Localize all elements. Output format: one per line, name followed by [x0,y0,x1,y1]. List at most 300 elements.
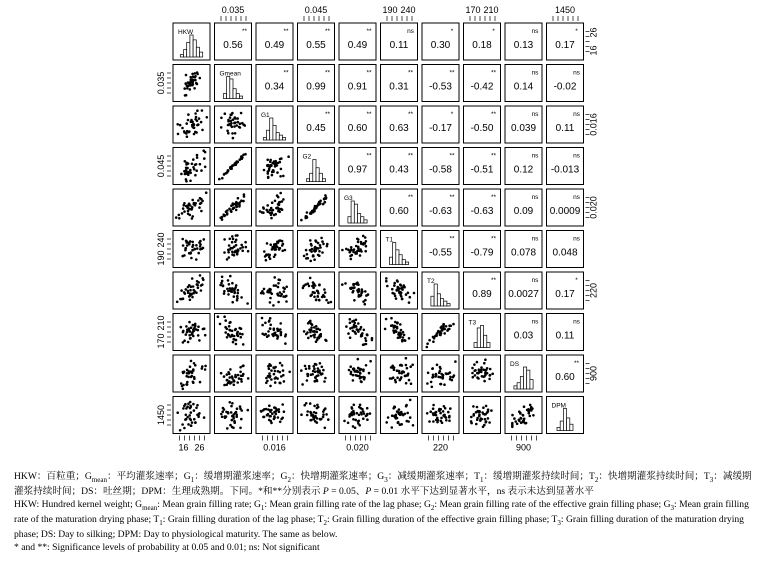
scatter-point [191,121,194,124]
scatter-point [192,329,195,332]
scatter-point [432,412,435,415]
histogram-bar [283,138,286,140]
scatter-point [385,280,388,283]
scatter-point [239,122,242,125]
scatter-point [219,323,222,326]
correlation-value-G2-DS: 0.12 [513,164,534,176]
scatter-point [300,219,303,222]
scatter-point [272,304,275,307]
scatter-point [287,155,290,158]
caption-subscript: 1 [190,475,195,484]
scatter-point [350,246,353,249]
scatter-point [203,157,206,160]
scatter-point [387,416,390,419]
scatter-point [236,381,239,384]
caption-zh-seg: ：快增期灌浆速率；G [290,471,385,482]
scatter-point [445,419,448,422]
scatter-point [237,197,240,200]
tick-label-right: 900 [588,365,599,382]
scatter-point [470,420,473,423]
scatter-point [265,408,268,411]
significance-mark-DS-DPM: ** [573,360,580,367]
scatter-point [269,327,272,330]
scatter-point [470,416,473,419]
scatter-point [364,299,367,302]
scatter-point [398,413,401,416]
scatter-point [186,331,189,334]
scatter-point [277,282,280,285]
scatter-point [407,292,410,295]
scatter-point [271,209,274,212]
scatter-point [362,417,365,420]
scatter-point [354,332,357,335]
scatter-point [261,324,264,327]
scatter-point [225,210,228,213]
scatter-point [246,302,249,305]
scatter-point [217,315,220,318]
scatter-point [263,288,266,291]
scatter-point [278,211,281,214]
scatter-point [267,334,270,337]
scatter-point [355,319,358,322]
scatter-point [529,404,532,407]
scatter-point [191,421,194,424]
scatter-point [204,334,207,337]
scatter-point [197,199,200,202]
scatter-point [201,367,204,370]
scatter-point [263,334,266,337]
scatter-point [321,240,324,243]
scatter-point [203,416,206,419]
scatter-point [266,159,269,162]
scatter-point [188,171,191,174]
scatter-point [454,360,457,363]
scatter-point [229,321,232,324]
scatter-point [349,365,352,368]
significance-mark-T2-DS: ns [531,277,539,284]
tick-label-bottom: 220 [432,442,449,453]
scatter-point [268,404,271,407]
scatter-point [236,407,239,410]
scatter-point [352,411,355,414]
caption-en-seg: : Grain filling duration of the effective grain filling phase; T [327,514,558,526]
caption-subscript: 3 [709,475,714,484]
scatter-point [309,329,312,332]
scatter-point [359,377,362,380]
scatter-point [273,416,276,419]
scatter-point [317,203,320,206]
tick-label-bottom: 26 [194,442,205,453]
significance-mark-G3-T1: ** [407,194,414,201]
scatter-point [201,109,204,112]
scatter-point [271,412,274,415]
scatter-point [226,379,229,382]
scatter-point [313,292,316,295]
scatter-point [189,299,192,302]
scatter-point [359,254,362,257]
scatter-point [399,294,402,297]
scatter-point [435,419,438,422]
scatter-point [449,407,452,410]
scatter-point [324,427,327,430]
scatter-point [269,160,272,163]
scatter-point [278,208,281,211]
scatter-point [228,283,231,286]
scatter-point [195,244,198,247]
caption-en-seg: : Mean grain filling rate of the lag phase; G [264,498,431,510]
scatter-point [429,410,432,413]
scatter-point [443,405,446,408]
scatter-point [353,404,356,407]
scatter-point [188,414,191,417]
histogram-bar [267,130,270,140]
tick-label-left: 190 [156,250,166,266]
scatter-point [282,175,285,178]
scatter-point [202,247,205,250]
scatter-point [405,293,408,296]
scatter-point [363,329,366,332]
correlation-value-HKW-DPM: 0.17 [555,40,575,51]
diagonal-label-G2: G2 [302,153,312,161]
scatter-point [275,207,278,210]
histogram-bar [437,294,440,306]
scatter-point [390,317,393,320]
scatter-point [478,413,481,416]
scatter-point [327,418,330,421]
scatter-point [268,319,271,322]
scatter-point [485,405,488,408]
scatter-point [311,248,314,251]
scatter-point [192,75,195,78]
tick-label-bottom: 0.016 [263,442,286,453]
scatter-point [278,201,281,204]
scatter-point [348,415,351,418]
scatter-point [186,130,189,133]
scatter-point [284,335,287,338]
scatter-point [241,122,244,125]
scatter-point [349,250,352,253]
scatter-point [236,332,239,335]
scatter-point [279,382,282,385]
scatter-point [476,406,479,409]
scatter-point [314,370,317,373]
scatter-point [313,367,316,370]
scatter-point [511,422,514,425]
scatter-point [221,410,224,413]
scatter-point [312,330,315,333]
scatter-point [176,411,179,414]
scatter-point [400,329,403,332]
tick-label-left: 1450 [156,404,166,426]
scatter-point [308,285,311,288]
scatter-point [449,376,452,379]
scatter-point [274,370,277,373]
significance-mark-G2-DPM: ns [573,152,580,160]
scatter-point [239,427,242,430]
significance-mark-G3-DS: ns [531,194,539,201]
scatter-point [195,82,198,85]
significance-mark-G1-T3: ** [490,111,497,118]
scatter-point [350,373,353,376]
scatter-point [265,382,268,385]
correlation-value-HKW-T2: 0.30 [430,40,451,51]
scatter-point [230,381,233,384]
histogram-bar [223,94,226,99]
scatter-point [274,381,277,384]
histogram-bar [193,40,196,57]
scatter-point [475,423,478,426]
scatter-point [358,250,361,253]
scatter-point [489,374,492,377]
scatter-point [411,364,414,367]
scatter-point [189,214,192,217]
scatter-point [442,410,445,413]
scatter-point [187,119,190,122]
diagonal-label-G3: G3 [344,195,353,202]
histogram-bar [236,94,239,99]
panel-T3-Gmean [215,314,252,351]
scatter-point [196,247,199,250]
scatter-point [309,239,312,242]
scatter-point [273,244,276,247]
scatter-point [199,197,202,200]
correlation-value-HKW-G1: 0.49 [264,40,285,51]
histogram-bar [563,409,566,431]
significance-mark-T1-T2: ** [449,235,455,243]
tick-label-right: 26 [588,27,599,38]
scatter-point [354,370,357,373]
scatter-point [220,117,223,120]
scatter-point [192,158,195,161]
scatter-point [322,369,325,372]
correlation-value-T1-DPM: 0.048 [552,247,578,259]
scatter-point [360,241,363,244]
scatter-point [231,330,234,333]
correlation-value-Gmean-T2: -0.53 [429,81,452,93]
scatter-point [234,339,237,342]
scatter-point [233,421,236,424]
scatter-point [233,295,236,298]
scatter-point [283,380,286,383]
significance-mark-HKW-T1: ns [407,28,414,35]
scatter-point [394,321,397,324]
scatter-point [277,294,280,297]
scatter-point [194,72,197,75]
scatter-point [276,164,279,167]
scatter-point [398,408,401,411]
scatter-point [476,361,479,364]
histogram-bar [233,89,236,99]
scatter-point [265,254,268,257]
significance-mark-T1-DS: ns [531,235,539,243]
scatter-point [271,201,274,204]
scatter-point [182,330,185,333]
scatter-point [271,246,274,249]
scatter-point [229,335,232,338]
significance-mark-G3-DPM: ns [573,194,580,201]
caption-zh-seg: ：减缓期灌浆持续时间；DS：吐丝期；DPM：生理成熟期。下同。*和**分别表示 [14,471,752,498]
scatter-point [275,410,278,413]
scatter-point [353,299,356,302]
scatter-point [303,330,306,333]
scatter-point [449,371,452,374]
scatter-point [206,116,209,119]
scatter-point [279,158,282,161]
scatter-point [268,169,271,172]
scatter-point [240,296,243,299]
scatter-point [280,168,283,171]
scatter-point [433,337,436,340]
scatter-point [269,385,272,388]
scatter-point [441,377,444,380]
scatter-point [283,290,286,293]
scatter-point [282,198,285,201]
scatter-point [269,243,272,246]
scatter-point [227,124,230,127]
significance-mark-G1-G3: ** [366,111,372,118]
correlation-value-T2-DPM: 0.17 [555,289,575,300]
scatter-point [228,208,231,211]
scatter-point [231,112,234,115]
histogram-bar [227,77,230,99]
scatter-point [276,194,279,197]
scatter-point [229,116,232,119]
scatter-point [234,162,237,165]
scatter-point [491,373,494,376]
caption-zh-seg: ：平均灌浆速率；G [107,471,191,482]
scatter-point [320,237,323,240]
scatter-point [400,287,403,290]
scatter-point [426,346,429,349]
tick-label-top: 190 [382,5,398,15]
scatter-point [349,327,352,330]
scatter-point [223,215,226,218]
scatter-point [227,293,230,296]
scatter-point [284,249,287,252]
tick-label-right: 16 [588,45,599,56]
scatter-point [187,423,190,426]
scatter-point [221,218,224,221]
histogram-bar [306,179,309,182]
significance-mark-Gmean-T1: ** [407,69,414,77]
scatter-point [267,408,270,411]
scatter-point [268,256,271,259]
scatter-point [523,405,526,408]
scatter-point [242,154,245,157]
scatter-point [440,383,443,386]
histogram-bar [487,343,490,348]
scatter-point [303,255,306,258]
scatter-point [344,282,347,285]
scatter-point [262,416,265,419]
scatter-point [231,126,234,129]
scatter-point [447,411,450,414]
scatter-point [266,204,269,207]
scatter-point [352,418,355,421]
caption-subscript: 1 [260,503,265,512]
scatter-point [511,414,514,417]
scatter-point [366,334,369,337]
scatter-point [180,326,183,329]
correlation-value-G3-T3: -0.63 [470,206,494,217]
scatter-point [476,417,479,420]
scatter-point [186,87,189,90]
scatter-point [238,327,241,330]
tick-label-left: 0.045 [156,154,166,178]
scatter-point [228,373,231,376]
scatter-point [281,244,284,247]
significance-mark-Gmean-G1: ** [283,69,289,77]
scatter-point [189,365,192,368]
scatter-point [350,406,353,409]
scatter-point [357,241,360,244]
scatter-point [270,409,273,412]
scatter-point [307,257,310,260]
scatter-point [357,367,360,370]
histogram-bar [570,424,573,430]
scatter-point [239,247,242,250]
scatter-point [196,71,199,74]
scatter-point [530,409,533,412]
scatter-point [268,372,271,375]
scatter-point [268,415,271,418]
scatter-point [180,289,183,292]
scatter-point [317,367,320,370]
scatter-point [191,73,194,76]
scatter-point [522,414,525,417]
scatter-point [310,212,313,215]
scatter-point [310,244,313,247]
scatter-point [239,405,242,408]
correlation-value-G3-T2: -0.63 [429,206,452,217]
significance-mark-HKW-G3: ** [366,28,372,35]
scatter-point [319,334,322,337]
scatter-point [185,169,188,172]
scatter-point [183,427,186,430]
scatter-point [191,78,194,81]
scatter-point [279,328,282,331]
scatter-point [274,248,277,251]
scatter-point [353,322,356,325]
scatter-point [193,362,196,365]
scatter-point [200,202,203,205]
significance-mark-T3-DPM: ns [573,318,580,326]
scatter-point [364,250,367,253]
correlation-value-G1-G3: 0.60 [347,123,368,134]
scatter-point [227,411,230,414]
scatter-point [310,373,313,376]
scatter-point [396,321,399,324]
scatter-point [194,75,197,78]
correlation-value-T3-DPM: 0.11 [555,330,575,342]
scatter-point [483,424,486,427]
scatter-point [310,322,313,325]
scatter-point [322,416,325,419]
histogram-bar [396,250,399,265]
panel-DPM-G3 [339,397,376,434]
scatter-point [319,329,322,332]
histogram-bar [322,179,325,182]
caption-zh-seg: = 0.01 水平下达到显著水平，ns 表示未达到显著水平 [371,486,594,498]
scatter-point [409,365,412,368]
significance-mark-G2-G3: ** [366,152,372,160]
scatter-point [181,423,184,426]
scatter-point [186,383,189,386]
significance-mark-G3-T3: ** [490,194,497,201]
scatter-point [234,328,237,331]
scatter-point [205,191,208,194]
scatter-point [267,330,270,333]
